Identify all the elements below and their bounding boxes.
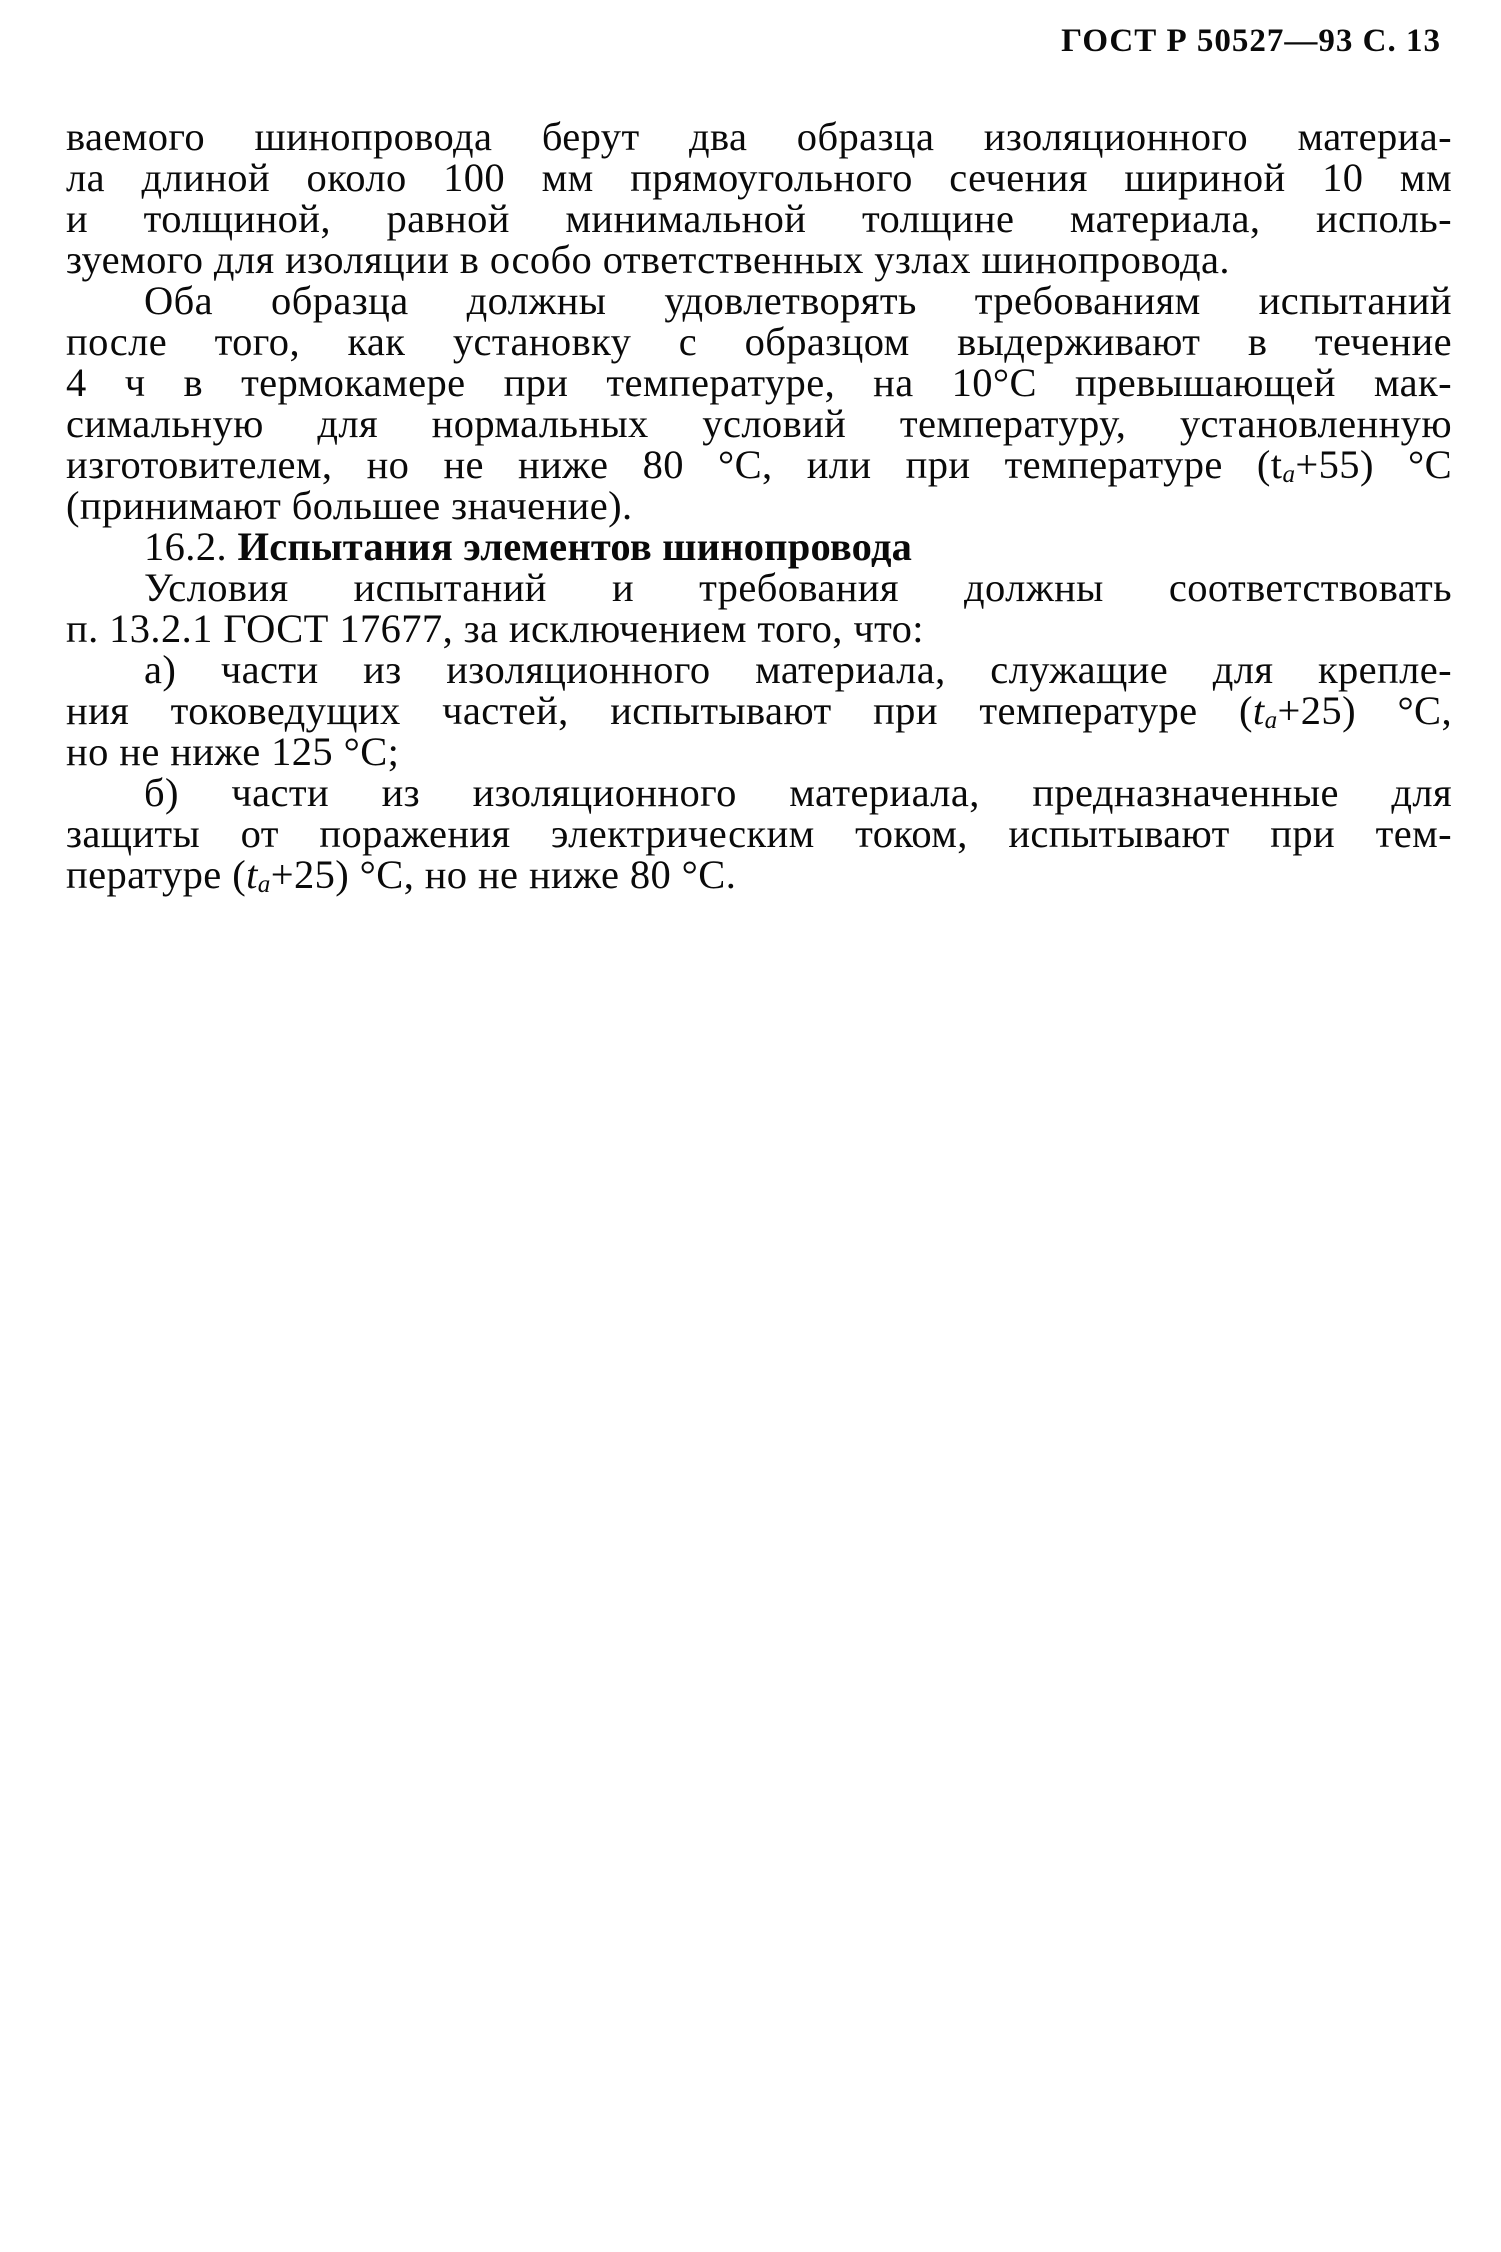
text-line: симальную для нормальных условий температуру, установленную (66, 401, 1452, 446)
formula-subscript: a (1264, 706, 1278, 734)
formula-subscript: a (257, 870, 271, 898)
paragraph-continued (66, 116, 1452, 280)
list-item-b (66, 770, 1452, 898)
text-line: защиты от поражения электрическим током, испытывают при тем- (66, 811, 1452, 856)
section-heading (66, 526, 1452, 567)
text-line-with-formula (66, 442, 1452, 488)
formula-subscript: a (1282, 460, 1296, 488)
text-line: после того, как установку с образцом выдерживают в течение (66, 319, 1452, 364)
text-fragment: пературе ( (66, 852, 247, 897)
running-header: ГОСТ Р 50527—93 С. 13 (1061, 23, 1441, 59)
text-line: ла длиной около 100 мм прямоугольного сечения шириной 10 мм (66, 155, 1452, 200)
text-fragment: изготовителем, но не ниже 80 °С, или при температуре (t (66, 442, 1283, 487)
formula-rest: +25) °С, (1277, 688, 1452, 733)
text-line: ваемого шинопровода берут два образца изоляционного материа- (66, 114, 1452, 159)
text-line: и толщиной, равной минимальной толщине материала, исполь- (66, 196, 1452, 241)
text-line: б) части из изоляционного материала, предназначенные для (144, 770, 1452, 815)
text-line: Условия испытаний и требования должны соответствовать (144, 565, 1452, 610)
text-line: но не ниже 125 °С; (66, 729, 400, 774)
section-number: 16.2. (144, 524, 227, 569)
text-line: а) части из изоляционного материала, служащие для крепле- (144, 647, 1452, 692)
formula-rest: +55) °С (1295, 442, 1452, 487)
formula-variable: t (1252, 688, 1265, 733)
formula-rest: +25) °С (270, 852, 404, 897)
section-title: Испытания элементов шинопровода (237, 524, 913, 569)
text-line-with-formula (66, 852, 1452, 898)
formula-variable: t (246, 852, 258, 897)
paragraph-samples-requirements (66, 280, 1452, 526)
text-line: п. 13.2.1 ГОСТ 17677, за исключением того, что: (66, 606, 924, 651)
text-line: Оба образца должны удовлетворять требованиям испытаний (144, 278, 1452, 323)
paragraph-test-conditions (66, 567, 1452, 649)
text-fragment: ния токоведущих частей, испытывают при температуре ( (66, 688, 1253, 733)
text-fragment: , но не ниже 80 °С. (403, 852, 737, 897)
text-line: 4 ч в термокамере при температуре, на 10°С превышающей мак- (66, 360, 1452, 405)
text-line: (принимают большее значение). (66, 483, 633, 528)
text-line: зуемого для изоляции в особо ответственных узлах шинопровода. (66, 237, 1230, 282)
text-line-with-formula (66, 688, 1452, 734)
list-item-a (66, 649, 1452, 772)
body-text (66, 114, 1452, 898)
